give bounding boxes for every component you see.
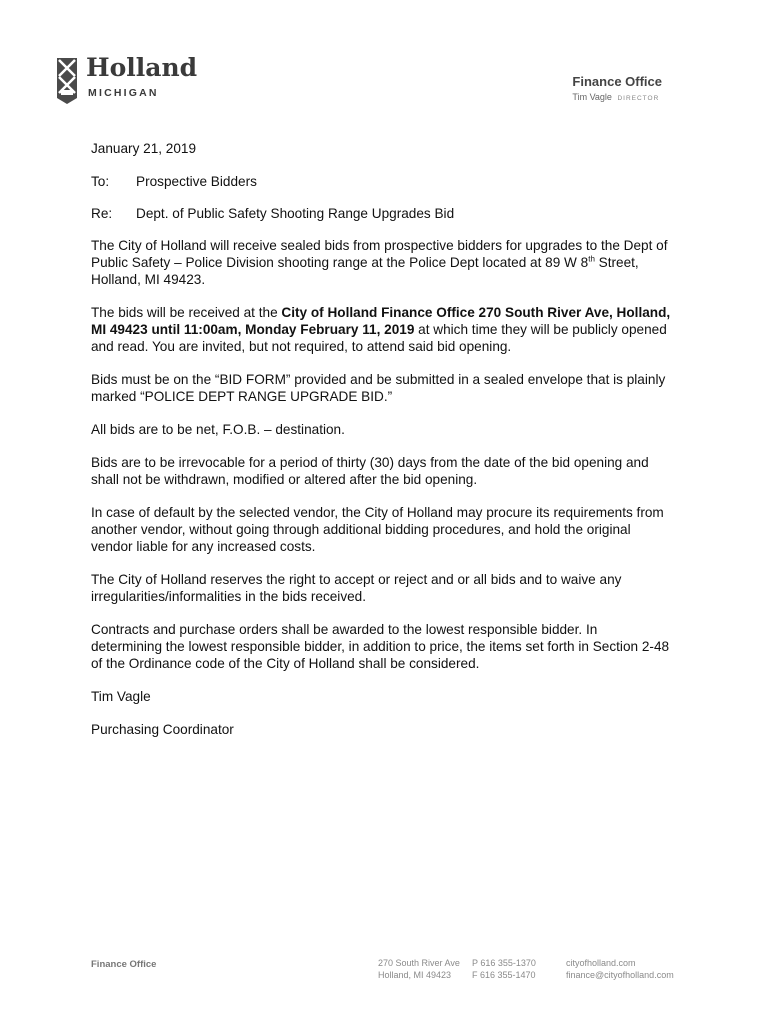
to-value: Prospective Bidders bbox=[136, 174, 257, 189]
footer-fax: F 616 355-1470 bbox=[472, 970, 536, 980]
paragraph-intro bbox=[91, 237, 671, 288]
director-role: DIRECTOR bbox=[617, 95, 660, 102]
paragraph-receipt-start: The bids will be received at the bbox=[91, 305, 282, 320]
paragraph-default: In case of default by the selected vendor, the City of Holland may procure its requirements from another vendor, without going through additional bidding procedures, and hold the original vendor liable for any increased costs. bbox=[91, 505, 664, 554]
office-title: Finance Office bbox=[572, 74, 662, 89]
footer-office: Finance Office bbox=[91, 959, 157, 970]
holland-crest-icon bbox=[56, 57, 78, 105]
footer-address-line2: Holland, MI 49423 bbox=[378, 970, 452, 980]
signature-title: Purchasing Coordinator bbox=[91, 722, 234, 737]
ordinal-suffix: th bbox=[588, 254, 595, 264]
re-value: Dept. of Public Safety Shooting Range Upgrades Bid bbox=[136, 206, 455, 221]
paragraph-receipt-bold: City of Holland Finance Office 270 South River Ave, Holland, MI 49423 until 11:00am, Monday February 11, 2019 bbox=[91, 305, 671, 337]
letter-body bbox=[91, 140, 671, 754]
footer-address bbox=[378, 957, 460, 981]
to-label: To: bbox=[91, 174, 110, 189]
director-line bbox=[572, 92, 662, 102]
signature-name: Tim Vagle bbox=[91, 689, 151, 704]
footer-phones bbox=[472, 957, 536, 981]
office-header bbox=[572, 74, 662, 102]
paragraph-fob: All bids are to be net, F.O.B. – destination. bbox=[91, 422, 345, 437]
paragraph-award: Contracts and purchase orders shall be awarded to the lowest responsible bidder. In determining the lowest responsible bidder, in addition to price, the items set forth in Section 2-48 of the Ordinance code of the City of Holland shall be considered. bbox=[91, 622, 670, 671]
page-footer bbox=[0, 957, 770, 987]
to-line bbox=[91, 173, 671, 190]
footer-website: cityofholland.com bbox=[566, 958, 636, 968]
city-logo bbox=[56, 53, 206, 107]
director-name: Tim Vagle bbox=[572, 92, 612, 102]
re-label: Re: bbox=[91, 206, 113, 221]
re-line bbox=[91, 205, 671, 222]
paragraph-receipt bbox=[91, 304, 671, 355]
letter-date: January 21, 2019 bbox=[91, 141, 197, 156]
paragraph-intro-text: The City of Holland will receive sealed bids from prospective bidders for upgrades to the Dept of Public Safety – Police Division shooting range at the Police Dept located at 89 W 8 bbox=[91, 238, 668, 270]
footer-email: finance@cityofholland.com bbox=[566, 970, 674, 980]
footer-phone: P 616 355-1370 bbox=[472, 958, 536, 968]
footer-address-line1: 270 South River Ave bbox=[378, 958, 460, 968]
paragraph-bid-form: Bids must be on the “BID FORM” provided and be submitted in a sealed envelope that is plainly marked “POLICE DEPT RANGE UPGRADE BID.” bbox=[91, 372, 666, 404]
logo-wordmark: Holland bbox=[86, 53, 198, 82]
footer-web bbox=[566, 957, 674, 981]
logo-subtitle: MICHIGAN bbox=[88, 87, 159, 99]
paragraph-rights: The City of Holland reserves the right to accept or reject and or all bids and to waive any irregularities/informalities in the bids received. bbox=[91, 572, 622, 604]
paragraph-intro-end: Street, Holland, MI 49423. bbox=[91, 255, 639, 287]
paragraph-receipt-end: at which time they will be publicly opened and read. You are invited, but not required, to attend said bid opening. bbox=[91, 322, 667, 354]
paragraph-irrevocable: Bids are to be irrevocable for a period of thirty (30) days from the date of the bid opening and shall not be withdrawn, modified or altered after the bid opening. bbox=[91, 455, 649, 487]
